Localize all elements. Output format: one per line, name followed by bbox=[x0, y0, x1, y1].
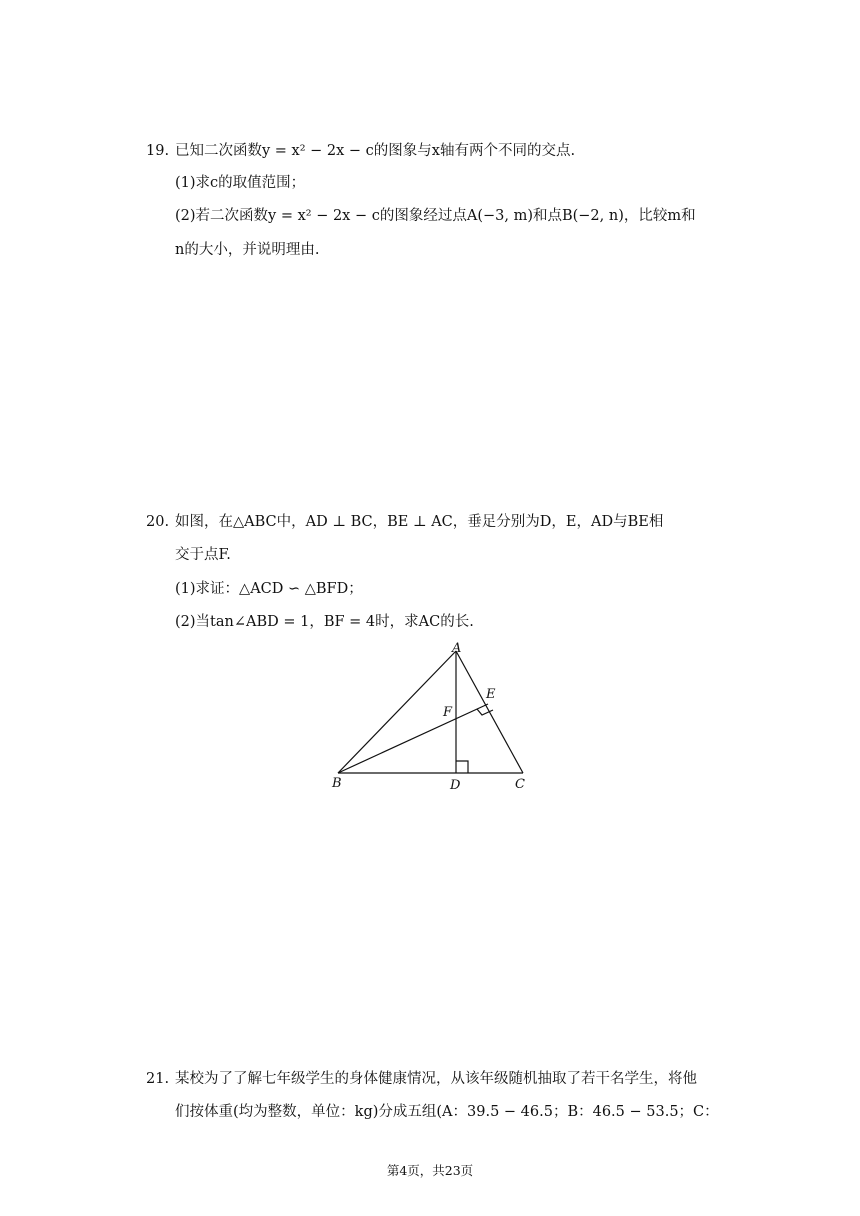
segment-ab bbox=[338, 651, 456, 773]
question-part-2-cont: n的大小，并说明理由. bbox=[175, 242, 320, 258]
label-e: E bbox=[486, 687, 496, 702]
question-part-2: (2)当tan∠ABD = 1，BF = 4时，求AC的长. bbox=[175, 614, 474, 630]
question-part-1: (1)求c的取值范围； bbox=[175, 175, 306, 191]
question-text: 已知二次函数y = x² − 2x − c的图象与x轴有两个不同的交点. bbox=[175, 143, 576, 159]
question-number: 19. bbox=[146, 143, 170, 159]
label-f: F bbox=[443, 705, 453, 720]
triangle-figure bbox=[325, 640, 540, 800]
segment-be bbox=[338, 704, 488, 773]
question-text-cont: 们按体重(均为整数，单位：kg)分成五组(A：39.5 − 46.5；B：46.5 − 53.5；C： bbox=[175, 1104, 719, 1120]
question-part-1: (1)求证：△ACD ∽ △BFD； bbox=[175, 581, 363, 597]
label-c: C bbox=[515, 777, 525, 792]
question-number: 20. bbox=[146, 514, 170, 530]
question-text: 如图，在△ABC中，AD ⊥ BC，BE ⊥ AC，垂足分别为D，E，AD与BE相 bbox=[175, 514, 664, 530]
question-number: 21. bbox=[146, 1071, 170, 1087]
right-angle-mark-d bbox=[456, 761, 468, 773]
page-footer: 第4页，共23页 bbox=[386, 1163, 474, 1178]
question-text-cont: 交于点F. bbox=[175, 547, 231, 563]
label-a: A bbox=[452, 641, 462, 656]
question-part-2: (2)若二次函数y = x² − 2x − c的图象经过点A(−3, m)和点B(−2, n)，比较m和 bbox=[175, 208, 696, 224]
label-b: B bbox=[332, 776, 342, 791]
question-text: 某校为了了解七年级学生的身体健康情况，从该年级随机抽取了若干名学生，将他 bbox=[175, 1071, 697, 1087]
label-d: D bbox=[450, 778, 461, 793]
